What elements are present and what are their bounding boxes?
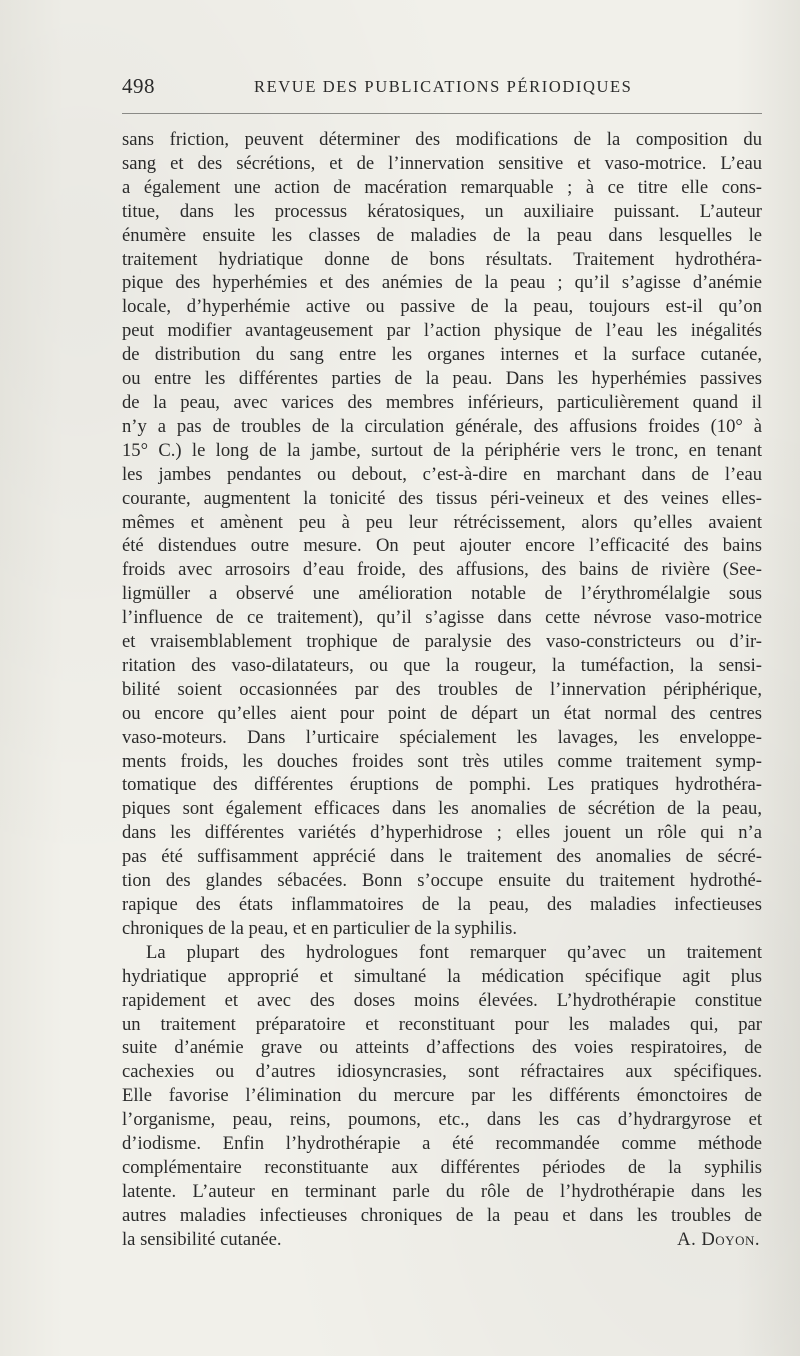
text-line: complémentaire reconstituante aux différentes périodes de la syphilis <box>122 1156 762 1178</box>
running-title: REVUE DES PUBLICATIONS PÉRIODIQUES <box>254 77 633 96</box>
text-line: ou entre les différentes parties de la peau. Dans les hyperhémies passives <box>122 368 762 390</box>
text-line: 15° C.) le long de la jambe, surtout de la périphérie vers le tronc, en tenant <box>122 439 762 461</box>
text-line: cachexies ou d’autres idiosyncrasies, sont réfractaires aux spécifiques. <box>122 1061 762 1083</box>
text-line: peut modifier avantageusement par l’action physique de l’eau les inégalités <box>122 320 762 342</box>
text-line: autres maladies infectieuses chroniques de la peau et dans les troubles de <box>122 1204 762 1226</box>
text-line: chroniques de la peau, et en particulier de la syphilis. <box>122 917 517 939</box>
text-line: sang et des sécrétions, et de l’innervation sensitive et vaso-motrice. L’eau <box>122 152 762 174</box>
text-line: les jambes pendantes ou debout, c’est-à-dire en marchant dans de l’eau <box>122 463 762 485</box>
text-line: latente. L’auteur en terminant parle du rôle de l’hydrothérapie dans les <box>122 1180 762 1202</box>
author-signature: A. Doyon. <box>677 1228 760 1250</box>
text-line: pas été suffisamment apprécié dans le traitement des anomalies de sécré- <box>122 846 762 868</box>
text-line: bilité soient occasionnées par des troubles de l’innervation périphérique, <box>122 678 762 700</box>
closing-line <box>122 1228 762 1252</box>
text-line: traitement hydriatique donne de bons résultats. Traitement hydrothéra- <box>122 248 762 270</box>
text-line: énumère ensuite les classes de maladies de la peau dans lesquelles le <box>122 224 762 246</box>
paragraph-2 <box>122 941 762 1252</box>
text-line: l’influence de ce traitement), qu’il s’agisse dans cette névrose vaso-motrice <box>122 607 762 629</box>
final-text: la sensibilité cutanée. <box>122 1228 282 1250</box>
text-line: Elle favorise l’élimination du mercure par les différents émonctoires de <box>122 1085 762 1107</box>
text-line: mêmes et amènent peu à peu leur rétrécissement, alors qu’elles avaient <box>122 511 762 533</box>
text-line: locale, d’hyperhémie active ou passive de la peau, toujours est-il qu’on <box>122 296 762 318</box>
article-body <box>122 128 762 1252</box>
text-line: un traitement préparatoire et reconstituant pour les malades qui, par <box>122 1013 762 1035</box>
page-number: 498 <box>122 74 155 98</box>
text-line: tion des glandes sébacées. Bonn s’occupe ensuite du traitement hydrothé- <box>122 870 762 892</box>
text-line: dans les différentes variétés d’hyperhidrose ; elles jouent un rôle qui n’a <box>122 822 762 844</box>
text-line: froids avec arrosoirs d’eau froide, des affusions, des bains de rivière (See- <box>122 559 762 581</box>
paragraph-1 <box>122 128 762 941</box>
text-line: suite d’anémie grave ou atteints d’affections des voies respiratoires, de <box>122 1037 762 1059</box>
text-line: de la peau, avec varices des membres inférieurs, particulièrement quand il <box>122 391 762 413</box>
text-line: ligmüller a observé une amélioration notable de l’érythromélalgie sous <box>122 583 762 605</box>
text-line: sans friction, peuvent déterminer des modifications de la composition du <box>122 129 762 150</box>
text-line: n’y a pas de troubles de la circulation générale, des affusions froides (10° à <box>122 415 762 437</box>
text-line: ments froids, les douches froides sont très utiles comme traitement symp- <box>122 750 762 772</box>
text-line: ritation des vaso-dilatateurs, ou que la rougeur, la tuméfaction, la sensi- <box>122 654 762 676</box>
text-line: vaso-moteurs. Dans l’urticaire spécialement les lavages, les enveloppe- <box>122 726 762 748</box>
text-line: rapique des états inflammatoires de la peau, des maladies infectieuses <box>122 894 762 915</box>
text-line: l’organisme, peau, reins, poumons, etc., dans les cas d’hydrargyrose et <box>122 1109 762 1131</box>
text-line: ou encore qu’elles aient pour point de départ un état normal des centres <box>122 702 762 724</box>
text-line: et vraisemblablement trophique de paralysie des vaso-constricteurs ou d’ir- <box>122 631 762 653</box>
text-line: de distribution du sang entre les organes internes et la surface cutanée, <box>122 344 762 366</box>
text-line: courante, augmentent la tonicité des tissus péri-veineux et des veines elles- <box>122 487 762 509</box>
text-line: La plupart des hydrologues font remarquer qu’avec un traitement <box>146 941 762 963</box>
header-rule <box>122 113 762 114</box>
text-line: été distendues outre mesure. On peut ajouter encore l’efficacité des bains <box>122 535 762 557</box>
text-line: hydriatique approprié et simultané la médication spécifique agit plus <box>122 965 762 987</box>
text-line: pique des hyperhémies et des anémies de la peau ; qu’il s’agisse d’anémie <box>122 272 762 294</box>
text-line: piques sont également efficaces dans les anomalies de sécrétion de la peau, <box>122 798 762 820</box>
page-header <box>122 72 762 100</box>
text-line: tomatique des différentes éruptions de pomphi. Les pratiques hydrothéra- <box>122 774 762 796</box>
text-line: a également une action de macération remarquable ; à ce titre elle cons- <box>122 176 762 198</box>
text-line: titue, dans les processus kératosiques, un auxiliaire puissant. L’auteur <box>122 200 762 222</box>
text-line: rapidement et avec des doses moins élevées. L’hydrothérapie constitue <box>122 989 762 1011</box>
text-line: d’iodisme. Enfin l’hydrothérapie a été recommandée comme méthode <box>122 1133 762 1155</box>
